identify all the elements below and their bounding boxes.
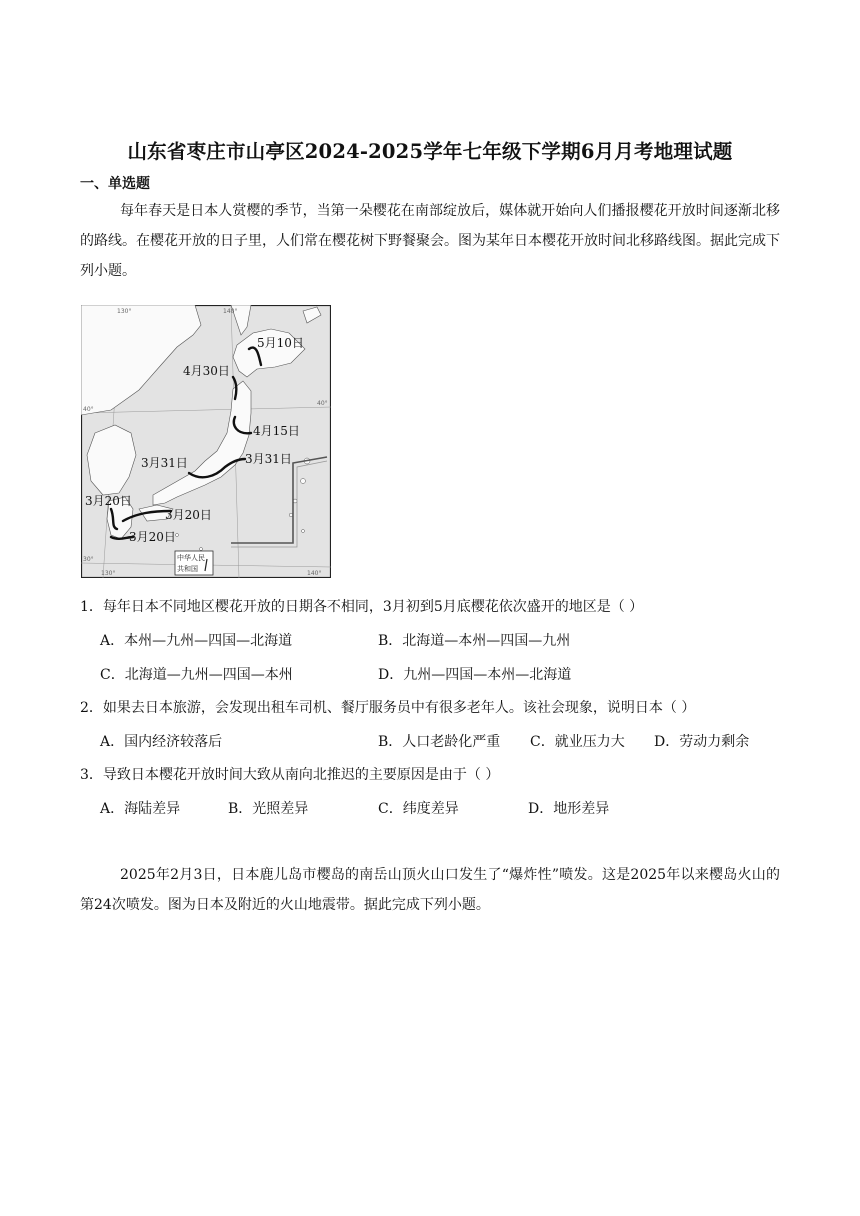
question-1-option-d: D．九州—四国—本州—北海道: [378, 667, 572, 683]
map-label-mar20-kyushu: 3月20日: [85, 494, 132, 508]
map-label-mar31-east: 3月31日: [245, 452, 292, 466]
map-label-mar20-shikoku: 3月20日: [165, 508, 212, 522]
question-2-option-d: D．劳动力剩余: [654, 734, 750, 750]
degree-label: 140°: [307, 570, 322, 577]
question-2-stem: 2．如果去日本旅游，会发现出租车司机、餐厅服务员中有很多老年人。该社会现象，说明日本（ ）: [80, 700, 696, 716]
degree-label: 130°: [101, 570, 116, 577]
question-1-stem: 1．每年日本不同地区樱花开放的日期各不相同，3月初到5月底樱花依次盛开的地区是（ ）: [80, 599, 644, 615]
section-heading: 一、单选题: [80, 176, 150, 192]
map-label-mar31-west: 3月31日: [141, 456, 188, 470]
degree-label: 40°: [83, 406, 94, 413]
map-label-apr30: 4月30日: [183, 364, 230, 378]
page-title: 山东省枣庄市山亭区2024-2025学年七年级下学期6月月考地理试题: [127, 140, 733, 163]
map-label-may10: 5月10日: [257, 336, 304, 350]
question-3-stem: 3．导致日本樱花开放时间大致从南向北推迟的主要原因是由于（ ）: [80, 767, 500, 783]
question-1-option-c: C．北海道—九州—四国—本州: [100, 667, 293, 683]
question-3-option-c: C．纬度差异: [378, 801, 459, 817]
inset-label-line1: 中华人民: [177, 554, 205, 562]
intro-paragraph-1: 每年春天是日本人赏樱的季节，当第一朵樱花在南部绽放后，媒体就开始向人们播报樱花开放时间逐渐北移的路线。在樱花开放的日子里，人们常在樱花树下野餐聚会。图为某年日本樱花开放时间北移路线图。据此完成下列小题。: [80, 203, 780, 279]
question-3-option-a: A．海陆差异: [100, 801, 181, 817]
inset-label-line2: 共和国: [177, 565, 198, 573]
question-2-option-c: C．就业压力大: [530, 734, 625, 750]
question-3-option-b: B．光照差异: [228, 801, 309, 817]
question-2-option-b: B．人口老龄化严重: [378, 734, 501, 750]
degree-label: 40°: [317, 400, 328, 407]
intro-paragraph-2: 2025年2月3日，日本鹿儿岛市樱岛的南岳山顶火山口发生了“爆炸性”喷发。这是2025年以来樱岛火山的第24次喷发。图为日本及附近的火山地震带。据此完成下列小题。: [80, 867, 780, 913]
cherry-blossom-map: [81, 305, 331, 578]
map-label-mar20-south: 3月20日: [129, 530, 176, 544]
question-1-option-a: A．本州—九州—四国—北海道: [100, 633, 293, 649]
degree-label: 140°: [223, 308, 238, 315]
question-1-option-b: B．北海道—本州—四国—九州: [378, 633, 571, 649]
question-3-option-d: D．地形差异: [528, 801, 610, 817]
question-2-option-a: A．国内经济较落后: [100, 734, 223, 750]
degree-label: 30°: [83, 556, 94, 563]
map-label-apr15: 4月15日: [253, 424, 300, 438]
degree-label: 130°: [117, 308, 132, 315]
